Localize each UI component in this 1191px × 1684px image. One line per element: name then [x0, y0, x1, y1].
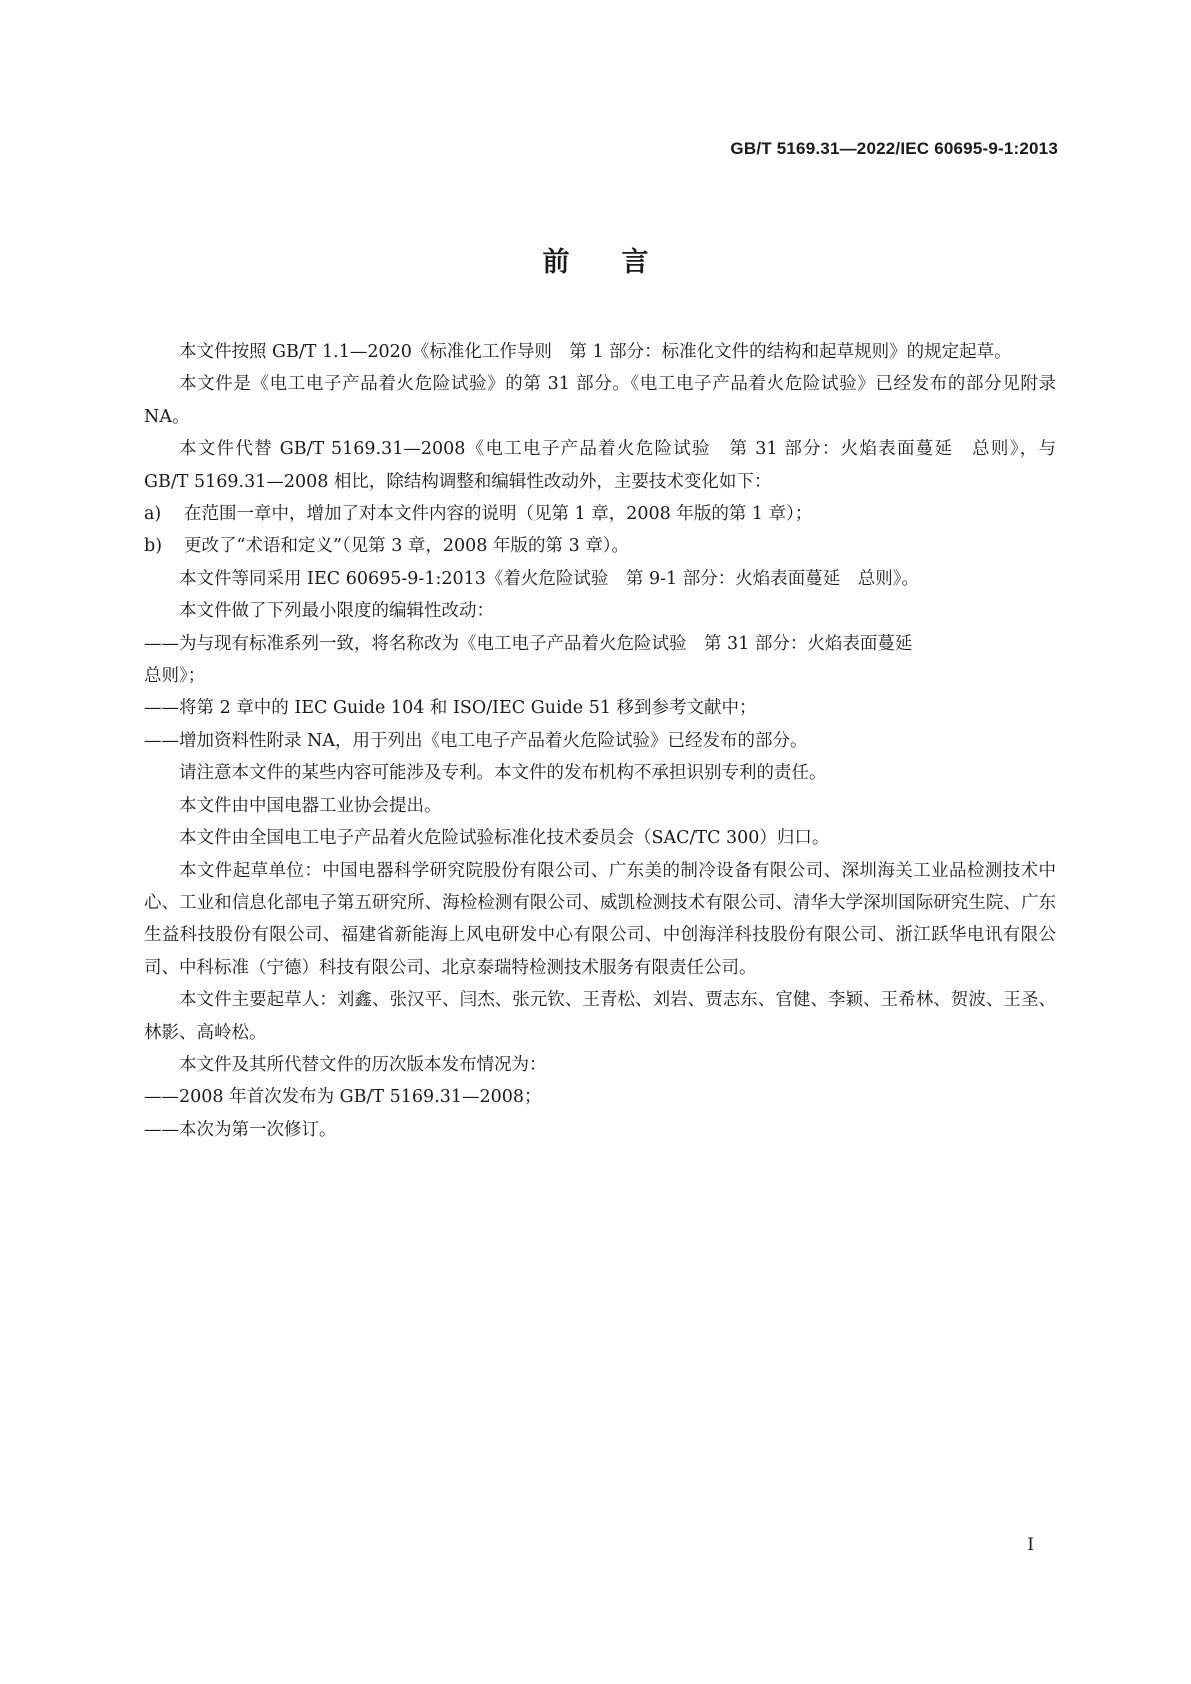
standard-number: GB/T 5169.31—2022/IEC 60695-9-1:2013: [730, 139, 1058, 158]
history-item: ——本次为第一次修订。: [144, 1119, 337, 1140]
list-marker: b): [144, 536, 163, 557]
editorial-item: ——将第 2 章中的 IEC Guide 104 和 ISO/IEC Guide 51 移到参考文献中；: [144, 698, 757, 719]
editorial-item-continuation: 总则》；: [144, 666, 206, 687]
paragraph-adoption: 本文件等同采用 IEC 60695-9-1:2013《着火危险试验 第 9-1 部分：火焰表面蔓延 总则》。: [179, 568, 919, 589]
paragraph-editorial-intro: 本文件做了下列最小限度的编辑性改动：: [179, 601, 494, 622]
paragraph-patent-notice: 请注意本文件的某些内容可能涉及专利。本文件的发布机构不承担识别专利的责任。: [179, 763, 827, 784]
history-item: ——2008 年首次发布为 GB/T 5169.31—2008；: [144, 1087, 542, 1108]
paragraph-drafting-rules: 本文件按照 GB/T 1.1—2020《标准化工作导则 第 1 部分：标准化文件的结构和起草规则》的规定起草。: [179, 342, 1012, 362]
paragraph-replaces: 本文件代替 GB/T 5169.31—2008《电工电子产品着火危险试验 第 31 部分：火焰表面蔓延 总则》，与 GB/T 5169.31—2008 相比，除结构调整和编辑性改动外，主要技术变化如下：: [144, 439, 1056, 492]
paragraph-committee: 本文件由全国电工电子产品着火危险试验标准化技术委员会（SAC/TC 300）归口。: [179, 828, 830, 849]
editorial-item: ——增加资料性附录 NA，用于列出《电工电子产品着火危险试验》已经发布的部分。: [144, 730, 808, 751]
paragraph-drafting-units: 本文件起草单位：中国电器科学研究院股份有限公司、广东美的制冷设备有限公司、深圳海关工业品检测技术中心、工业和信息化部电子第五研究所、海检检测有限公司、威凯检测技术有限公司、清华大学深圳国际研究生院、广东生益科技股份有限公司、福建省新能海上风电研发中心有限公司、中创海洋科技股份有限公司、浙江跃华电讯有限公司、中科标准（宁德）科技有限公司、北京泰瑞特检测技术服务有限责任公司。: [144, 860, 1056, 978]
foreword-body: [144, 336, 1056, 1146]
paragraph-series-part: 本文件是《电工电子产品着火危险试验》的第 31 部分。《电工电子产品着火危险试验》已经发布的部分见附录 NA。: [144, 374, 1056, 427]
editorial-item: ——为与现有标准系列一致，将名称改为《电工电子产品着火危险试验 第 31 部分：火焰表面蔓延: [144, 633, 913, 654]
paragraph-proposer: 本文件由中国电器工业协会提出。: [179, 795, 442, 816]
list-marker: a): [144, 504, 162, 525]
paragraph-history-intro: 本文件及其所代替文件的历次版本发布情况为：: [179, 1054, 547, 1075]
page-title: 前言: [542, 247, 701, 278]
change-text: 在范围一章中，增加了对本文件内容的说明（见第 1 章，2008 年版的第 1 章）；: [184, 504, 813, 525]
change-item: [144, 498, 1056, 530]
paragraph-drafters: 本文件主要起草人：刘鑫、张汉平、闫杰、张元钦、王青松、刘岩、贾志东、官健、李颖、王希林、贺波、王圣、林影、高岭松。: [144, 990, 1056, 1043]
change-text: 更改了“术语和定义”（见第 3 章，2008 年版的第 3 章）。: [184, 536, 630, 557]
change-item: [144, 530, 1056, 562]
page-number: I: [1027, 1535, 1034, 1555]
